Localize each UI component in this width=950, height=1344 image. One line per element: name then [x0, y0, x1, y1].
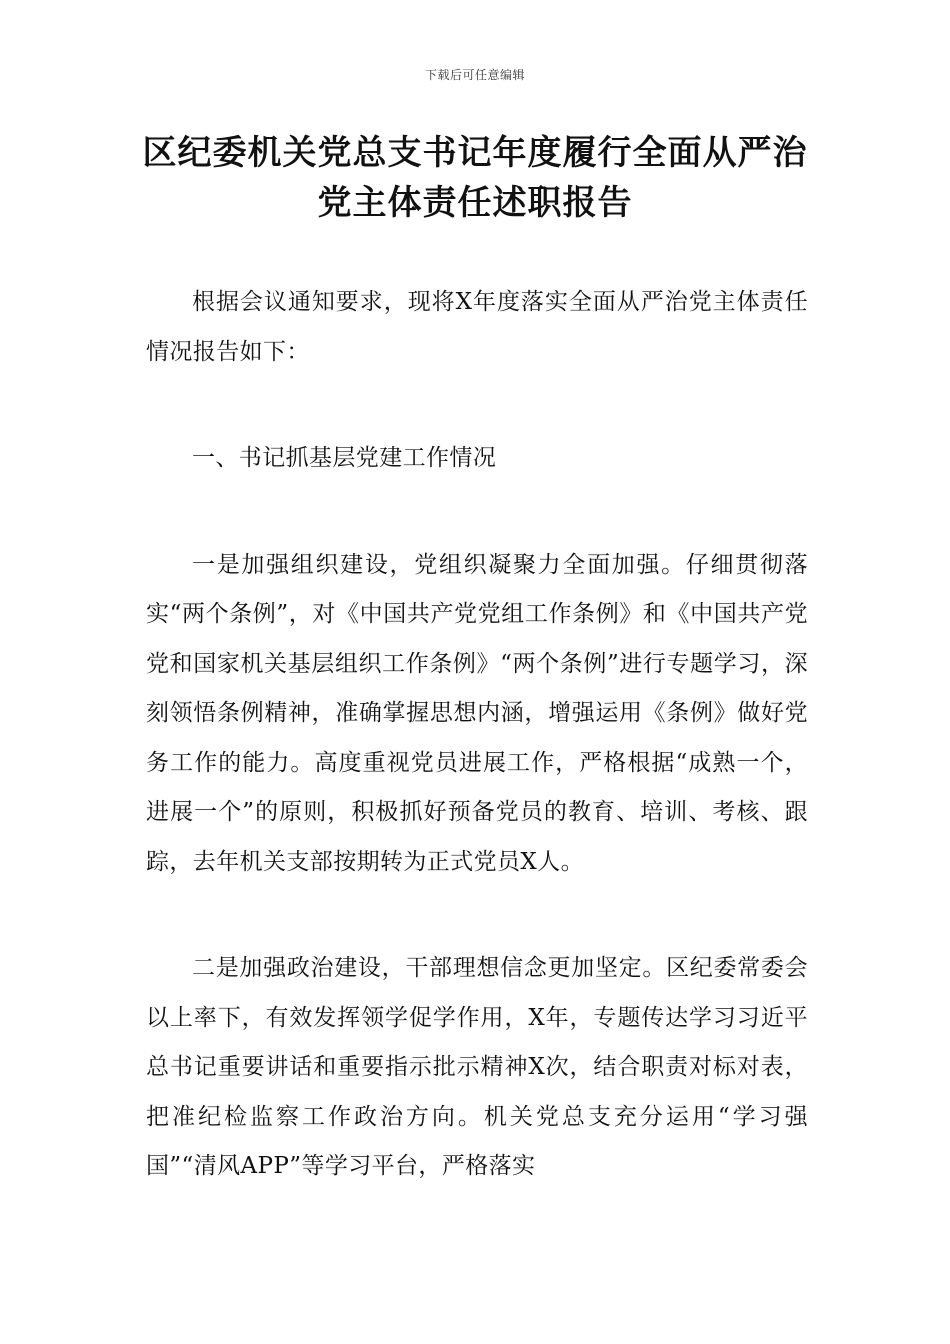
document-body: [146, 278, 808, 1249]
point-paragraph-1: 一是加强组织建设，党组织凝聚力全面加强。仔细贯彻落实“两个条例”，对《中国共产党党组工作条例》和《中国共产党党和国家机关基层组织工作条例》“两个条例”进行专题学习，深刻领悟条例精神，准确掌握思想内涵，增强运用《条例》做好党务工作的能力。高度重视党员进展工作，严格根据“成熟一个，进展一个”的原则，积极抓好预备党员的教育、培训、考核、跟踪，去年机关支部按期转为正式党员X人。: [146, 551, 808, 875]
intro-paragraph: 根据会议通知要求，现将X年度落实全面从严治党主体责任情况报告如下：: [146, 289, 808, 365]
document-title: 区纪委机关党总支书记年度履行全面从严治党主体责任述职报告: [142, 133, 808, 223]
point-paragraph-2: 二是加强政治建设，干部理想信念更加坚定。区纪委常委会以上率下，有效发挥领学促学作用，X年，专题传达学习习近平总书记重要讲话和重要指示批示精神X次，结合职责对标对表，把准纪检监察工作政治方向。机关党总支充分运用“学习强国”“清风APP”等学习平台，严格落实: [146, 955, 808, 1179]
header-note: 下载后可任意编辑: [424, 68, 525, 82]
section-heading-1: 一、书记抓基层党建工作情况: [192, 445, 497, 471]
